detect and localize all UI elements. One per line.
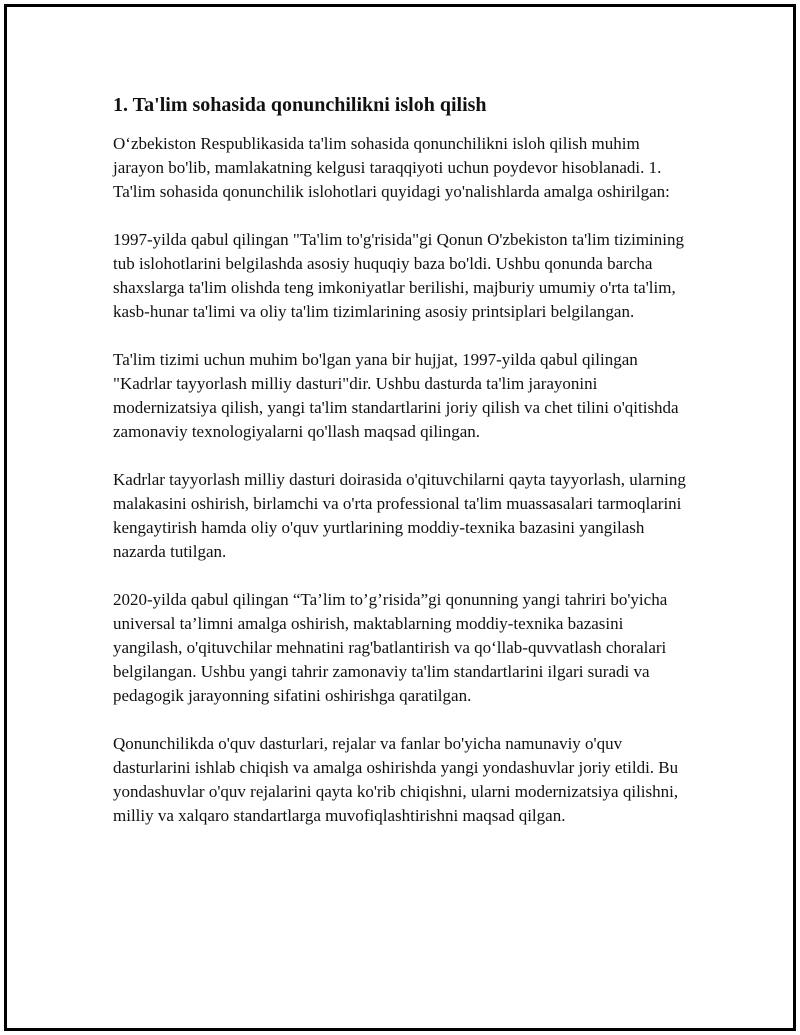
- section-heading: 1. Ta'lim sohasida qonunchilikni isloh qilish: [113, 94, 487, 116]
- paragraph-2020-law: 2020-yilda qabul qilingan “Ta’lim to’g’risida”gi qonunning yangi tahriri bo'yicha universal ta’limni amalga oshirish, maktablarning moddiy-texnika bazasini yangilash, o'qituvchilar mehnatini rag'batlantirish va qo‘llab-quvvatlash choralari belgilangan. Ushbu yangi tahrir zamonaviy ta'lim standartlarini ilgari suradi va pedagogik jarayonning sifatini oshirishga qaratilgan.: [113, 590, 668, 705]
- paragraph-intro: O‘zbekiston Respublikasida ta'lim sohasida qonunchilikni isloh qilish muhim jarayon bo'lib, mamlakatning kelgusi taraqqiyoti uchun poydevor hisoblanadi. 1. Ta'lim sohasida qonunchilik islohotlari quyidagi yo'nalishlarda amalga oshirilgan:: [113, 134, 670, 201]
- document-body: [113, 92, 693, 852]
- paragraph-curricula: Qonunchilikda o'quv dasturlari, rejalar va fanlar bo'yicha namunaviy o'quv dasturlarini ishlab chiqish va amalga oshirishda yangi yondashuvlar joriy etildi. Bu yondashuvlar o'quv rejalarini qayta ko'rib chiqishni, ularni modernizatsiya qilishni, milliy va xalqaro standartlarga muvofiqlashtirishni maqsad qilgan.: [113, 734, 679, 825]
- paragraph-teacher-training: Kadrlar tayyorlash milliy dasturi doirasida o'qituvchilarni qayta tayyorlash, ularning malakasini oshirish, birlamchi va o'rta professional ta'lim muassasalari tarmoqlarini kengaytirish hamda oliy o'quv yurtlarining moddiy-texnika bazasini yangilash nazarda tutilgan.: [113, 470, 686, 561]
- paragraph-national-program: Ta'lim tizimi uchun muhim bo'lgan yana bir hujjat, 1997-yilda qabul qilingan "Kadrlar tayyorlash milliy dasturi"dir. Ushbu dasturda ta'lim jarayonini modernizatsiya qilish, yangi ta'lim standartlarini joriy qilish va chet tilini o'qitishda zamonaviy texnologiyalarni qo'llash maqsad qilingan.: [113, 350, 679, 441]
- paragraph-1997-law: 1997-yilda qabul qilingan "Ta'lim to'g'risida"gi Qonun O'zbekiston ta'lim tizimining tub islohotlarini belgilashda asosiy huquqiy baza bo'ldi. Ushbu qonunda barcha shaxslarga ta'lim olishda teng imkoniyatlar berilishi, majburiy umumiy o'rta ta'lim, kasb-hunar ta'limi va oliy ta'lim tizimlarining asosiy printsiplari belgilangan.: [113, 230, 684, 321]
